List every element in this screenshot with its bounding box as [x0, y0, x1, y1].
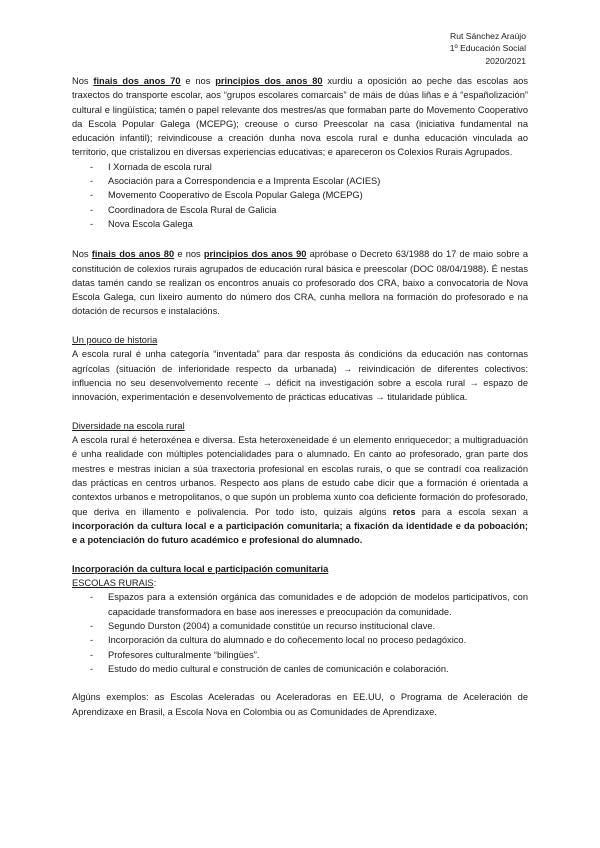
- highlight-challenges: incorporación da cultura local e a participación comunitaria; a fixación da identidade e da poboación; e a potenciación do futuro académico e profesional do alumnado.: [72, 520, 528, 546]
- list-item: - Profesores culturalmente “bilingües”.: [72, 648, 528, 662]
- text-run: Nos: [72, 76, 94, 86]
- subtitle-colon: :: [153, 578, 157, 589]
- examples-paragraph: Algúns exemplos: as Escolas Aceleradas ou Aceleradoras en EE.UU, o Programa de Aceleración de Aprendizaxe en Brasil, a Escola Nova en Colombia ou as Comunidades de Aprendizaxe.: [72, 692, 528, 717]
- rural-schools-list: [72, 590, 528, 676]
- list-item: - Espazos para a extensión orgánica das comunidades e de adopción de modelos participativos, con capacidade transformadora en base aos ineresses e preocupación da comunidade.: [72, 590, 528, 619]
- list-item: - I Xornada de escola rural: [72, 160, 528, 174]
- paragraph-80s-90s: [72, 247, 528, 318]
- highlight-finais-80: finais dos anos 80: [91, 249, 175, 260]
- organizations-list: [72, 160, 528, 231]
- highlight-retos: retos: [392, 506, 416, 517]
- highlight-finais-70: finais dos anos 70: [93, 76, 181, 86]
- paragraph-70s-80s: [72, 74, 528, 160]
- list-item: - Asociación para a Correspondencia e a Imprenta Escolar (ACIES): [72, 174, 528, 188]
- list-item: - Segundo Durston (2004) a comunidade constitúe un recurso institucional clave.: [72, 619, 528, 633]
- highlight-principios-80: principios dos anos 80: [215, 76, 323, 86]
- academic-year: 2020/2021: [485, 55, 526, 66]
- course-name: 1º Educación Social: [449, 43, 526, 54]
- list-item: - Nova Escola Galega: [72, 217, 528, 231]
- text-run: para a escola sexan a: [415, 506, 528, 517]
- section-diversity: [72, 419, 528, 548]
- page-header: [450, 30, 526, 67]
- text-run: e nos: [180, 76, 216, 86]
- text-run: xurdiu a oposición ao peche das escolas aos traxectos do transporte escolar, aos “grupos escolares comarcais” de máis de dúas liñas e á “españolización” cultural e lingüística; tamén o papel relevante dos mestres/as que formaban parte do Movemento Cooperativo da Escola Popular Galega (MCEPG); creouse o curso Preescolar na casa (iniciativa fundamental na educación infantil); reivindicouse a creación dunha nova escola rural e dunha educación vinculada ao territorio, que cristalizou en diversas experiencias educativas; e apareceron os Colexios Rurais Agrupados.: [72, 76, 528, 158]
- history-text: A escola rural é unha categoría “inventada” para dar resposta ás condicións da educación nas contornas agrícolas (situación de inferioridade respecto da urbanada) → reivindicación de diferentes colectivos: influencia no seu desenvolvemento recente → déficit na investigación sobre a escola rural → espazo de innovación, experimentación e desenvolvemento de prácticas educativas → titularidade pública.: [72, 349, 528, 403]
- document-body: [72, 74, 528, 719]
- list-item: - Estudo do medio cultural e construción de canles de comunicación e colaboración.: [72, 662, 528, 676]
- list-item: - Movemento Cooperativo de Escola Popular Galega (MCEPG): [72, 188, 528, 202]
- text-run: A escola rural é heteroxénea e diversa. Esta heteroxeneidade é un elemento enriquecedor; a multigraduación é unha realidade con múltiples potencialidades para o alumnado. En canto ao profesorado, gran parte dos mestres e mestras inician a súa traxectoria profesional en escolas rurais, o que se contradí coa realización das prácticas en centros urbanos. Respecto aos plans de estudo cabe dicir que a formación é orientada a contextos urbanos e metropolitanos, o que supón un problema xunto coa deficiente formación do profesorado, que deriva en illamento e polivalencia. Por todo isto, quizais algúns: [72, 435, 528, 517]
- text-run: e nos: [174, 249, 204, 260]
- section-history: [72, 333, 528, 404]
- diversity-text: [72, 433, 528, 547]
- subtitle-escolas-rurais: ESCOLAS RURAIS: [72, 578, 154, 589]
- text-run: Nos: [72, 249, 92, 260]
- list-item: - Incorporación da cultura do alumnado e do coñecemento local no proceso pedagóxico.: [72, 633, 528, 647]
- section-local-culture: [72, 562, 528, 719]
- section-title-diversity: Diversidade na escola rural: [72, 420, 185, 431]
- highlight-principios-90: principios dos anos 90: [203, 249, 307, 260]
- list-item: - Coordinadora de Escola Rural de Galicia: [72, 203, 528, 217]
- author-name: Rut Sánchez Araújo: [450, 31, 526, 41]
- section-title-local-culture: Incorporación da cultura local e participación comunitaria: [72, 563, 329, 574]
- subtitle-line: [72, 576, 528, 590]
- section-title-history: Un pouco de historia: [72, 335, 158, 346]
- text-run: apróbase o Decreto 63/1988 do 17 de maio sobre a constitución de colexios rurais agrupados de educación rural básica e preescolar (DOC 08/04/1988). É nestas datas tamén cando se realizan os encontros anuais co profesorado dos CRA, baixo a convocatoria de Nova Escola Galega, cun lixeiro aumento do número dos CRA, cunha mellora na formación do profesorado e na dotación de recursos e instalacións.: [72, 249, 528, 317]
